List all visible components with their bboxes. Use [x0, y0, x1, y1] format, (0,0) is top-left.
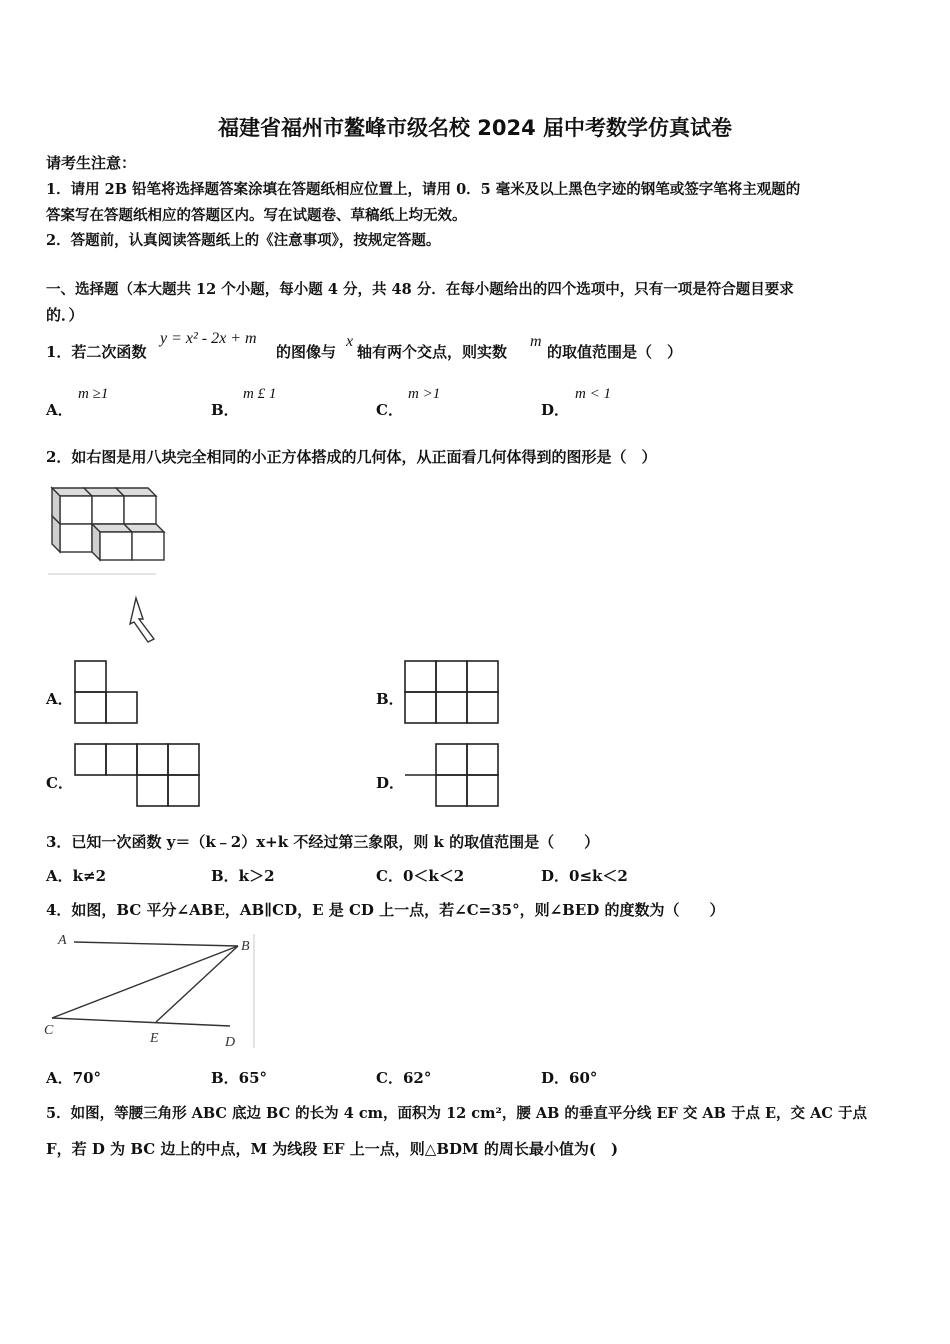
- q2-option-b-label[interactable]: B．: [376, 690, 404, 708]
- q3-option-d[interactable]: D．0≤k＜2: [541, 867, 628, 885]
- q1-var-m: m: [530, 333, 542, 350]
- q1-option-b-value: m £ 1: [243, 386, 277, 402]
- q4-label-a: A: [58, 933, 67, 948]
- q1-option-c-value: m >1: [408, 386, 441, 402]
- q1-option-c-label[interactable]: C．: [376, 401, 403, 419]
- q2-option-d-label[interactable]: D．: [376, 774, 405, 792]
- q1-mid-2: 轴有两个交点，则实数: [357, 343, 508, 361]
- page-title: 福建省福州市鳌峰市级名校 2024 届中考数学仿真试卷: [217, 116, 733, 140]
- q4-option-c[interactable]: C．62°: [376, 1069, 432, 1087]
- q2-option-c-figure[interactable]: [74, 743, 202, 809]
- q2-cube-figure: [44, 484, 164, 644]
- q1-prefix: 1．若二次函数: [46, 343, 147, 361]
- q2-option-a-label[interactable]: A．: [46, 690, 73, 708]
- q5-line-2: F，若 D 为 BC 边上的中点，M 为线段 EF 上一点，则△BDM 的周长最小值为( ): [46, 1140, 619, 1158]
- notice-heading: 请考生注意：: [46, 154, 137, 172]
- q2-stem: 2．如右图是用八块完全相同的小正方体搭成的几何体，从正面看几何体得到的图形是（ ）: [46, 448, 657, 466]
- q1-mid-1: 的图像与: [276, 343, 337, 361]
- q2-option-a-figure[interactable]: [74, 660, 138, 726]
- section-heading-line-2: 的．）: [46, 306, 84, 324]
- q4-geometry-figure: [44, 930, 260, 1052]
- q1-option-b-label[interactable]: B．: [211, 401, 239, 419]
- q4-label-b: B: [241, 939, 250, 954]
- q1-option-d-label[interactable]: D．: [541, 401, 570, 419]
- q3-option-c[interactable]: C．0＜k＜2: [376, 867, 465, 885]
- q4-label-d: D: [225, 1035, 236, 1050]
- q3-stem: 3．已知一次函数 y＝（k﹣2）x+k 不经过第三象限，则 k 的取值范围是（ ）: [46, 833, 600, 851]
- q4-label-c: C: [44, 1023, 54, 1038]
- q4-option-a[interactable]: A．70°: [46, 1069, 102, 1087]
- q4-option-d[interactable]: D．60°: [541, 1069, 598, 1087]
- notice-line-1b: 答案写在答题纸相应的答题区内。写在试题卷、草稿纸上均无效。: [46, 207, 467, 224]
- q1-formula: y = x² - 2x + m: [160, 330, 257, 347]
- q4-stem: 4．如图，BC 平分∠ABE，AB∥CD，E 是 CD 上一点，若∠C=35°，则∠BED 的度数为（ ）: [46, 901, 725, 919]
- q1-option-a-label[interactable]: A．: [46, 401, 73, 419]
- q3-option-b[interactable]: B．k＞2: [211, 867, 275, 885]
- notice-line-1a: 1．请用 2B 铅笔将选择题答案涂填在答题纸相应位置上，请用 0．5 毫米及以上黑色字迹的钢笔或签字笔将主观题的: [46, 181, 801, 198]
- q2-option-d-figure[interactable]: [404, 743, 502, 809]
- q2-option-c-label[interactable]: C．: [46, 774, 73, 792]
- q1-var-x: x: [346, 333, 354, 350]
- q4-label-e: E: [150, 1031, 159, 1046]
- q1-suffix: 的取值范围是（ ）: [547, 343, 683, 361]
- section-heading-line-1: 一、选择题（本大题共 12 个小题，每小题 4 分，共 48 分．在每小题给出的四个选项中，只有一项是符合题目要求: [46, 281, 794, 298]
- q1-option-a-value: m ≥1: [78, 386, 109, 402]
- q1-option-d-value: m < 1: [575, 386, 611, 402]
- q3-option-a[interactable]: A．k≠2: [46, 867, 107, 885]
- q5-line-1: 5．如图，等腰三角形 ABC 底边 BC 的长为 4 cm，面积为 12 cm²，腰 AB 的垂直平分线 EF 交 AB 于点 E，交 AC 于点: [46, 1105, 867, 1122]
- notice-line-2: 2．答题前，认真阅读答题纸上的《注意事项》，按规定答题。: [46, 232, 441, 249]
- q4-option-b[interactable]: B．65°: [211, 1069, 268, 1087]
- q2-option-b-figure[interactable]: [404, 660, 500, 726]
